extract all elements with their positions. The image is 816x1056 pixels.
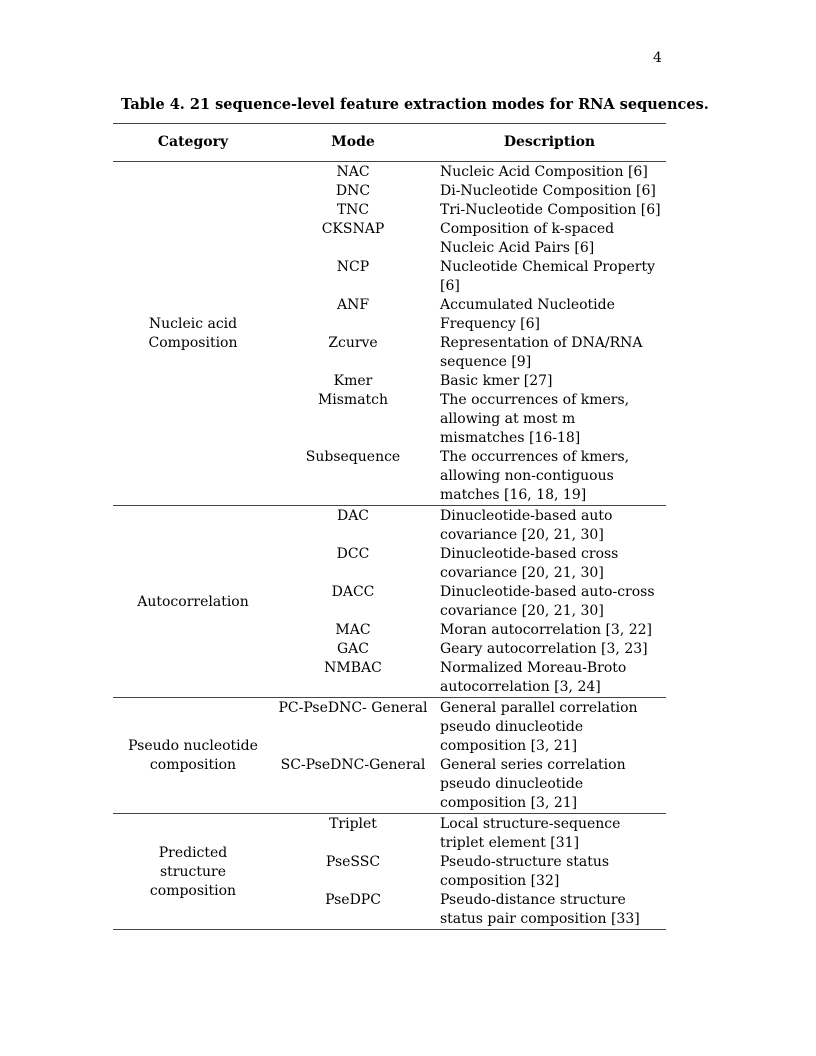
mode-cell: DAC [336, 508, 370, 524]
description-cell: Normalized Moreau-Broto autocorrelation [3, 24] [433, 659, 666, 698]
description-cell: Tri-Nucleotide Composition [6] [440, 202, 661, 218]
category-label: Autocorrelation [137, 593, 249, 610]
description-cell: Pseudo-distance structure status pair composition [33] [433, 891, 666, 930]
description-cell: Composition of k-spaced Nucleic Acid Pairs [6] [440, 221, 615, 256]
mode-cell: NCP [336, 259, 370, 275]
mode-cell: TNC [336, 202, 370, 218]
description-cell: Moran autocorrelation [3, 22] [440, 622, 652, 638]
mode-cell: GAC [336, 641, 369, 657]
description-cell: Representation of DNA/RNA sequence [9] [440, 335, 643, 370]
header-category: Category [113, 124, 273, 162]
mode-cell: Subsequence [273, 448, 433, 506]
mode-cell: Zcurve [328, 335, 378, 351]
table-row [113, 698, 666, 757]
category-label: Pseudo nucleotide composition [128, 738, 258, 773]
category-cell [113, 814, 273, 930]
table-caption: Table 4. 21 sequence-level feature extraction modes for RNA sequences. [121, 96, 709, 113]
mode-cell: DACC [331, 584, 375, 600]
description-cell: Dinucleotide-based auto covariance [20, 21, 30] [440, 508, 613, 543]
mode-cell: PseSSC [325, 854, 381, 870]
description-cell: Basic kmer [27] [440, 373, 553, 389]
category-cell [113, 506, 273, 698]
category-label: Nucleic acid Composition [148, 316, 238, 351]
mode-cell: PseDPC [273, 891, 433, 930]
description-cell: Nucleic Acid Composition [6] [440, 164, 648, 180]
table-row [113, 814, 666, 854]
feature-mode-table [113, 123, 666, 930]
feature-table-container [113, 123, 666, 930]
table-header-row [113, 124, 666, 162]
mode-cell: MAC [335, 622, 371, 638]
description-cell: Dinucleotide-based auto-cross covariance [20, 21, 30] [440, 584, 655, 619]
header-description: Description [433, 124, 666, 162]
mode-cell: NAC [336, 164, 370, 180]
table-body [113, 162, 666, 930]
mode-cell: Kmer [333, 373, 373, 389]
mode-cell: CKSNAP [321, 221, 385, 237]
mode-cell: DCC [336, 546, 370, 562]
mode-cell: Mismatch [317, 392, 389, 408]
table-row [113, 506, 666, 546]
description-cell: General series correlation pseudo dinucleotide composition [3, 21] [433, 756, 666, 814]
page-number: 4 [653, 50, 662, 66]
description-cell: The occurrences of kmers, allowing at most m mismatches [16-18] [440, 392, 630, 446]
mode-cell: SC-PseDNC-General [273, 756, 433, 814]
description-cell: Geary autocorrelation [3, 23] [440, 641, 648, 657]
category-label: Predicted structure composition [149, 844, 237, 899]
description-cell: Dinucleotide-based cross covariance [20, 21, 30] [440, 546, 619, 581]
description-cell: Nucleotide Chemical Property [6] [440, 259, 655, 294]
mode-cell: NMBAC [273, 659, 433, 698]
mode-cell: ANF [336, 297, 370, 313]
mode-cell: PC-PseDNC- General [278, 700, 428, 716]
description-cell: Local structure-sequence triplet element [31] [440, 816, 621, 851]
header-mode: Mode [273, 124, 433, 162]
description-cell: Di-Nucleotide Composition [6] [440, 183, 656, 199]
description-cell: Accumulated Nucleotide Frequency [6] [440, 297, 615, 332]
mode-cell: Triplet [329, 816, 377, 832]
description-cell: Pseudo-structure status composition [32] [440, 854, 610, 889]
description-cell: The occurrences of kmers, allowing non-contiguous matches [16, 18, 19] [433, 448, 666, 506]
category-cell [113, 698, 273, 814]
mode-cell: DNC [335, 183, 371, 199]
description-cell: General parallel correlation pseudo dinucleotide composition [3, 21] [440, 700, 638, 754]
category-cell [113, 162, 273, 506]
table-row [113, 162, 666, 183]
